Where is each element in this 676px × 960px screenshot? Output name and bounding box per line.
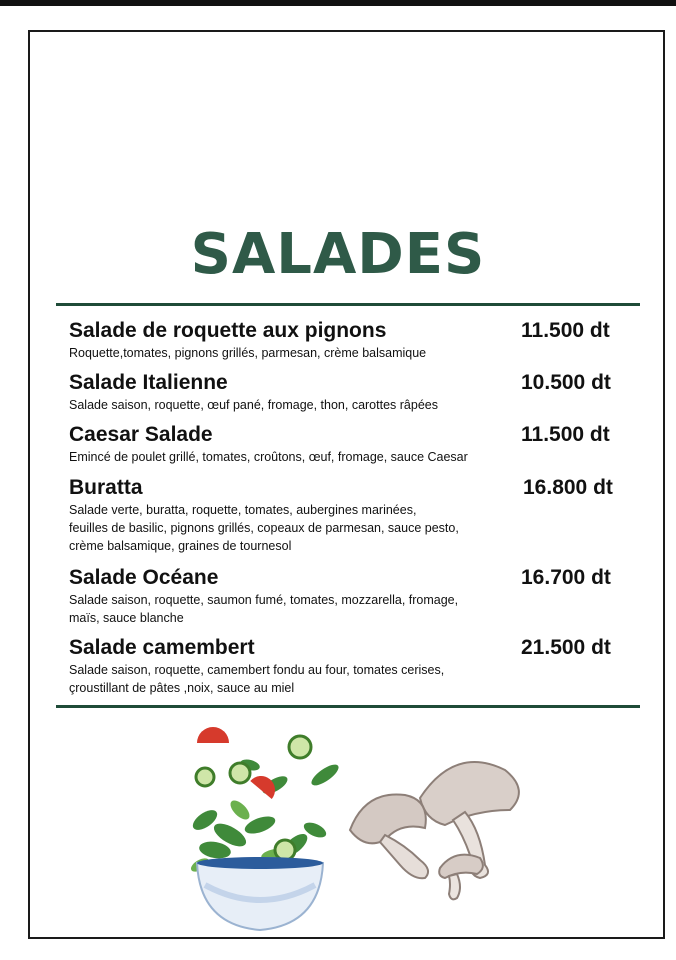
menu-item	[69, 318, 629, 362]
menu-item	[69, 475, 629, 555]
item-price: 16.700 dt	[521, 566, 611, 589]
item-price: 21.500 dt	[521, 636, 611, 659]
item-description: Salade saison, roquette, saumon fumé, tomates, mozzarella, fromage, maïs, sauce blanche	[69, 593, 459, 625]
divider-top	[56, 303, 640, 306]
menu-title: SALADES	[190, 222, 486, 287]
item-price: 10.500 dt	[521, 371, 611, 394]
item-name: Salade camembert	[69, 636, 255, 659]
divider-bottom	[56, 705, 640, 708]
item-name: Caesar Salade	[69, 423, 213, 446]
mushrooms-icon	[345, 750, 535, 905]
menu-item	[69, 635, 629, 697]
salad-bowl-icon	[175, 725, 345, 935]
menu-item	[69, 422, 629, 466]
item-price: 11.500 dt	[521, 319, 610, 342]
item-description: Emincé de poulet grillé, tomates, croûtons, œuf, fromage, sauce Caesar	[69, 450, 468, 464]
item-name: Salade Océane	[69, 566, 219, 589]
item-price: 16.800 dt	[523, 476, 613, 499]
item-description: Salade saison, roquette, œuf pané, fromage, thon, carottes râpées	[69, 398, 438, 412]
item-description: Roquette,tomates, pignons grillés, parmesan, crème balsamique	[69, 346, 427, 360]
top-border	[0, 0, 676, 6]
item-name: Salade de roquette aux pignons	[69, 319, 387, 342]
item-name: Buratta	[69, 476, 143, 499]
item-price: 11.500 dt	[521, 423, 610, 446]
menu-item	[69, 565, 629, 627]
item-description: Salade saison, roquette, camembert fondu au four, tomates cerises, çroustillant de pâtes ,noix, sauce au miel	[69, 663, 445, 695]
item-name: Salade Italienne	[69, 371, 228, 394]
menu-item	[69, 370, 629, 414]
item-description: Salade verte, buratta, roquette, tomates, aubergines marinées, feuilles de basilic, pignons grillés, copeaux de parmesan, sauce pesto, crème balsamique, graines de tournesol	[69, 503, 459, 553]
